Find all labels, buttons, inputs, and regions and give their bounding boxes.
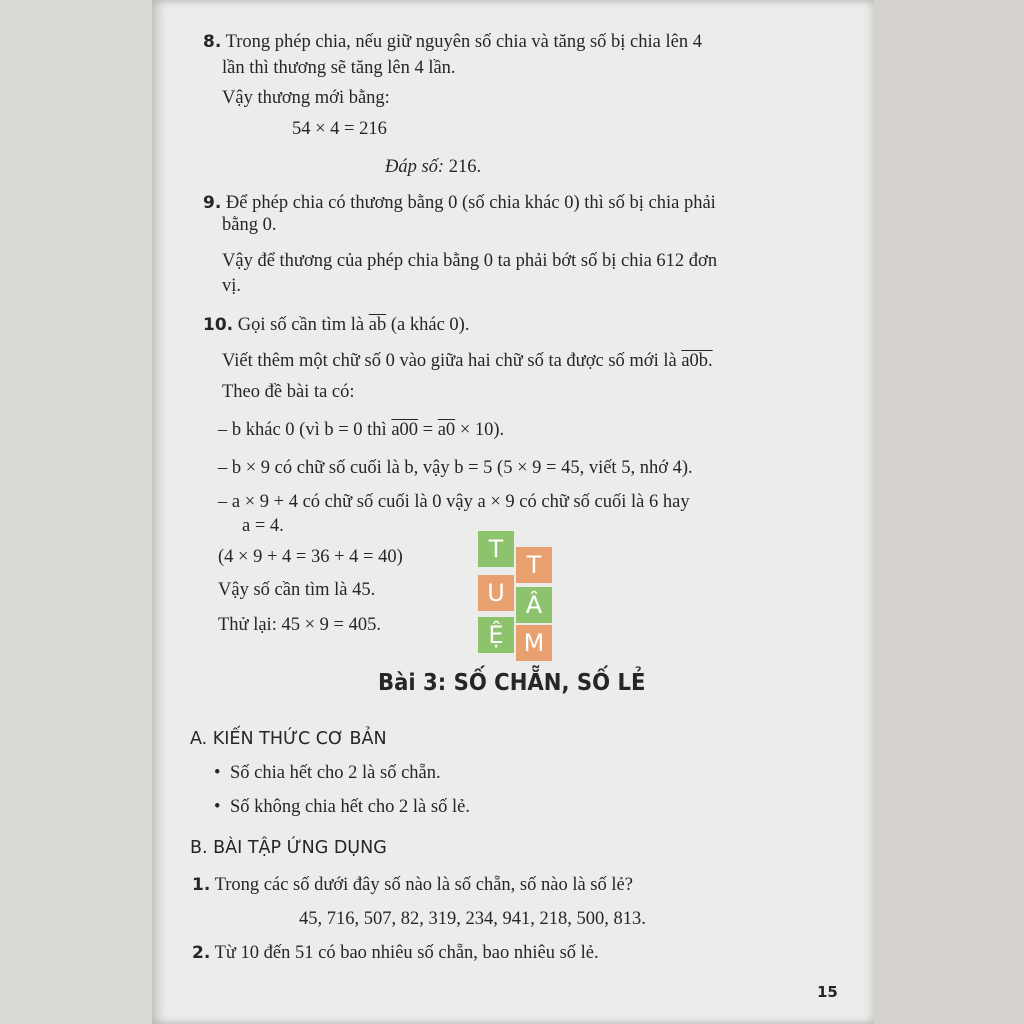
text: =: [422, 420, 434, 440]
solution-8-line-2: lần thì thương sẽ tăng lên 4 lần.: [222, 58, 456, 78]
logo-tile: U: [478, 575, 514, 611]
lesson-title: Bài 3: SỐ CHẴN, SỐ LẺ: [378, 670, 646, 696]
exercise-1: [192, 873, 633, 897]
text: Số chia hết cho 2 là số chẵn.: [230, 763, 441, 783]
text: × 10).: [459, 420, 505, 440]
solution-8-answer: [385, 155, 481, 179]
text: Viết thêm một chữ số 0 vào giữa hai chữ số ta được số mới là: [222, 351, 677, 371]
logo-tile: M: [516, 625, 552, 661]
overlined-number: $\overline{ab}$: [368, 315, 387, 335]
exercise-2: [192, 941, 599, 965]
solution-9-line-1: [203, 191, 716, 215]
exercise-1-numbers: 45, 716, 507, 82, 319, 234, 941, 218, 500, 813.: [299, 909, 646, 929]
solution-10-line-8: (4 × 9 + 4 = 36 + 4 = 40): [218, 547, 403, 567]
text: Trong các số dưới đây số nào là số chẵn, số nào là số lẻ?: [214, 875, 633, 895]
solution-10-line-7: a = 4.: [242, 516, 284, 536]
text: Số không chia hết cho 2 là số lẻ.: [230, 797, 470, 817]
solution-10-line-5: – b × 9 có chữ số cuối là b, vậy b = 5 (5 × 9 = 45, viết 5, nhớ 4).: [218, 458, 693, 478]
background-left: [0, 0, 152, 1024]
logo-tile: T: [516, 547, 552, 583]
overlined-number: a0: [437, 420, 456, 440]
text: Để phép chia có thương bằng 0 (số chia khác 0) thì số bị chia phải: [225, 193, 716, 213]
exercise-number: 1.: [192, 875, 211, 895]
answer-label: Đáp số:: [385, 157, 445, 177]
solution-10-line-6: – a × 9 + 4 có chữ số cuối là 0 vậy a × 9 có chữ số cuối là 6 hay: [218, 492, 690, 512]
section-b-heading: B. BÀI TẬP ỨNG DỤNG: [190, 838, 387, 858]
page-number: 15: [817, 983, 838, 1001]
logo-tile: Ệ: [478, 617, 514, 653]
solution-number: 10.: [203, 315, 234, 335]
text: – b khác 0 (vì b = 0 thì: [218, 420, 387, 440]
bullet-icon: •: [214, 797, 221, 817]
solution-10-line-3: Theo đề bài ta có:: [222, 382, 355, 402]
logo-tile: T: [478, 531, 514, 567]
text: Từ 10 đến 51 có bao nhiêu số chẵn, bao nhiêu số lẻ.: [214, 943, 599, 963]
exercise-number: 2.: [192, 943, 211, 963]
watermark-logo: [478, 531, 552, 661]
solution-number: 9.: [203, 193, 222, 213]
section-a-heading: A. KIẾN THỨC CƠ BẢN: [190, 729, 387, 749]
bullet-item: [214, 795, 470, 819]
text: Gọi số cần tìm là: [237, 315, 365, 335]
text: Trong phép chia, nếu giữ nguyên số chia và tăng số bị chia lên 4: [225, 32, 702, 52]
solution-9-line-3: Vậy để thương của phép chia bằng 0 ta phải bớt số bị chia 612 đơn: [222, 251, 718, 271]
solution-10-line-10: Thử lại: 45 × 9 = 405.: [218, 615, 381, 635]
solution-10-line-4: [218, 418, 504, 442]
solution-10-line-9: Vậy số cần tìm là 45.: [218, 580, 376, 600]
solution-10-line-2: [222, 349, 713, 373]
solution-9-line-4: vị.: [222, 276, 242, 296]
answer-value: 216.: [448, 157, 482, 177]
text: (a khác 0).: [390, 315, 470, 335]
bullet-item: [214, 761, 441, 785]
solution-9-line-2: bằng 0.: [222, 215, 277, 235]
overlined-number: a00: [391, 420, 419, 440]
solution-8-equation: 54 × 4 = 216: [292, 119, 387, 139]
solution-8-line-1: [203, 30, 702, 54]
overlined-number: a0b.: [681, 351, 713, 371]
bullet-icon: •: [214, 763, 221, 783]
solution-10-line-1: [203, 313, 469, 337]
background-right: [874, 0, 1024, 1024]
logo-tile: Â: [516, 587, 552, 623]
solution-number: 8.: [203, 32, 222, 52]
solution-8-line-3: Vậy thương mới bằng:: [222, 88, 390, 108]
